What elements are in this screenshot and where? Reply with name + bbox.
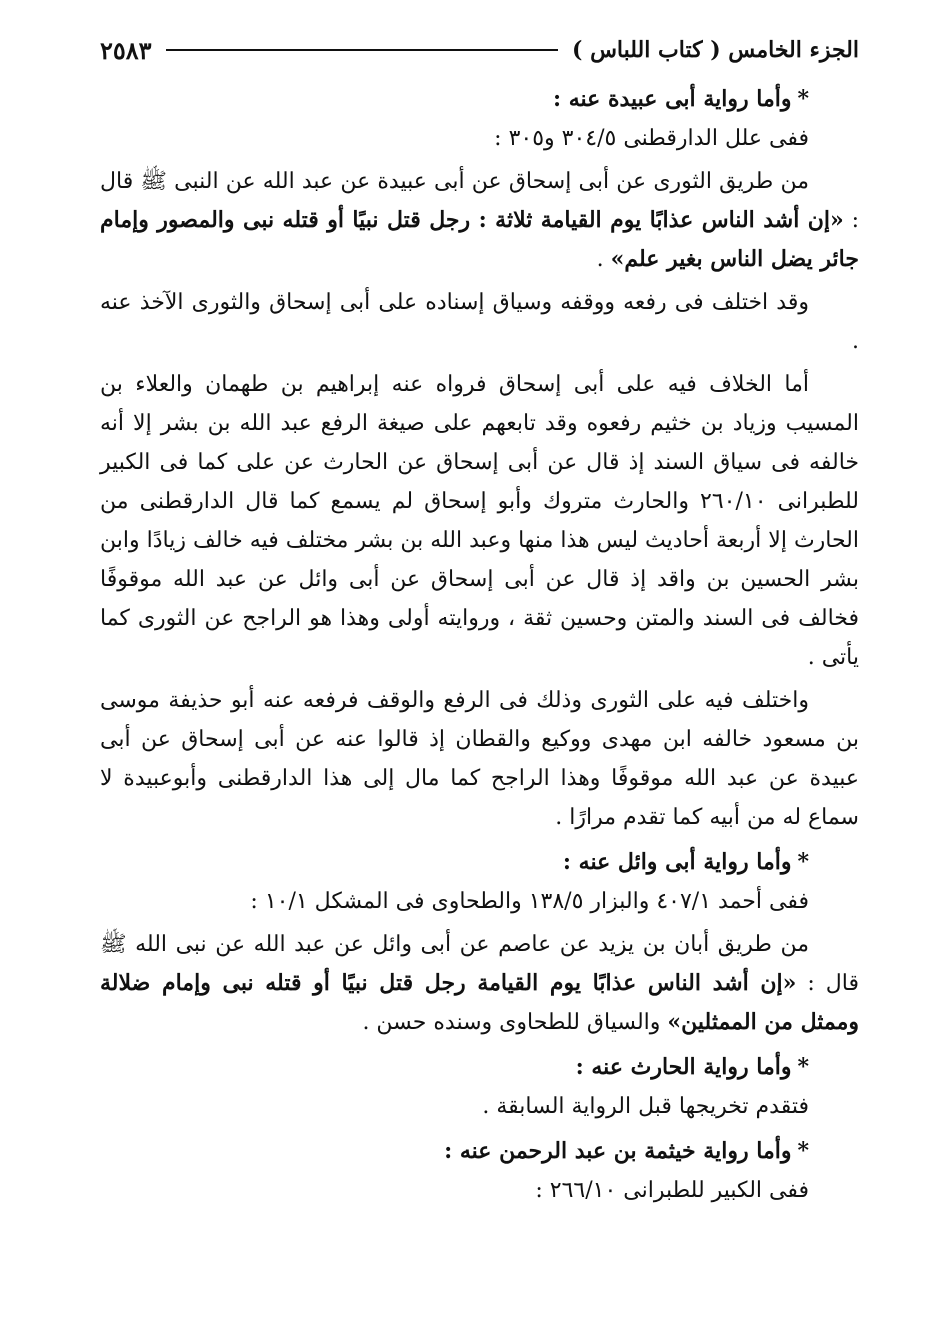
section-heading-khaythama <box>100 1132 859 1171</box>
paragraph: واختلف فيه على الثورى وذلك فى الرفع والوقف فرفعه عنه أبو حذيفة موسى بن مسعود خالفه ابن مهدى ووكيع والقطان إذ قالوا عنه عن أبى إسحاق عن أبى عبيدة عن عبد الله موقوفًا وهذا الراجح كما مال إلى هذا الدارقطنى وأبوعبيدة لا سماع له من أبيه كما تقدم مرارًا . <box>100 688 859 830</box>
star-marker: * <box>797 849 809 875</box>
section-heading-abi-wail <box>100 843 859 882</box>
star-marker: * <box>797 1054 809 1080</box>
hadith-text: «إن أشد الناس عذابًا يوم القيامة ثلاثة : رجل قتل نبيًا أو قتله نبى والمصور وإمام جائر يضل الناس بغير علم» <box>100 207 859 272</box>
paragraph-hadith-2 <box>100 925 859 1042</box>
section-heading-harith <box>100 1048 859 1087</box>
heading-text: وأما رواية خيثمة بن عبد الرحمن عنه : <box>444 1138 792 1164</box>
source-line: ففى أحمد ٤٠٧/١ والبزار ١٣٨/٥ والطحاوى فى المشكل ١٠/١ : <box>250 889 809 914</box>
star-marker: * <box>797 86 809 112</box>
heading-text: وأما رواية الحارث عنه : <box>575 1054 792 1080</box>
star-marker: * <box>797 1138 809 1164</box>
paragraph: وقد اختلف فى رفعه ووقفه وسياق إسناده على أبى إسحاق والثورى الآخذ عنه . <box>100 290 859 354</box>
heading-text: وأما رواية أبى عبيدة عنه : <box>552 86 792 112</box>
chain-text: من طريق أبان بن يزيد عن عاصم عن أبى وائل عن عبد الله عن نبى الله ﷺ قال : <box>100 932 859 996</box>
source-line: ففى علل الدارقطنى ٣٠٤/٥ و٣٠٥ : <box>494 126 809 151</box>
paragraph: أما الخلاف فيه على أبى إسحاق فرواه عنه إبراهيم بن طهمان والعلاء بن المسيب وزياد بن خثيم رفعوه وقد تابعهم على صيغة الرفع عبد الله بن بشر إلا أنه خالفه فى سياق السند إذ قال عن أبى إسحاق عن الحارث عن على كما فى الكبير للطبرانى ٢٦٠/١٠ والحارث متروك وأبو إسحاق لم يسمع كما قال الدارقطنى من الحارث إلا أربعة أحاديث ليس هذا منها وعبد الله بن بشر مختلف فيه خالف زيادًا وابن بشر الحسين بن واقد إذ قال عن أبى إسحاق عن أبى وائل عن عبد الله موقوفًا فخالف فى السند والمتن وحسين ثقة ، وروايته أولى وهذا هو الراجح عن الثورى كما يأتى . <box>100 372 859 670</box>
paragraph-end: . <box>596 247 611 272</box>
source-line: ففى الكبير للطبرانى ٢٦٦/١٠ : <box>535 1178 809 1203</box>
source-line: فتقدم تخريجها قبل الرواية السابقة . <box>482 1094 809 1119</box>
running-title: الجزء الخامس ( كتاب اللباس ) <box>572 37 859 63</box>
paragraph-end: والسياق للطحاوى وسنده حسن . <box>362 1010 668 1035</box>
section-heading-abi-ubayda <box>100 80 859 119</box>
hadith-text: «إن أشد الناس عذابًا يوم القيامة رجل قتل نبيًا أو قتله نبى وإمام ضلالة وممثل من الممثلين» <box>100 970 859 1035</box>
heading-text: وأما رواية أبى وائل عنه : <box>562 849 792 875</box>
page-header <box>100 30 859 70</box>
paragraph-hadith-1 <box>100 162 859 279</box>
header-rule <box>166 49 558 51</box>
page-number: ٢٥٨٣ <box>100 35 152 65</box>
chain-text: من طريق الثورى عن أبى إسحاق عن أبى عبيدة عن عبد الله عن النبى ﷺ قال : <box>100 169 859 233</box>
